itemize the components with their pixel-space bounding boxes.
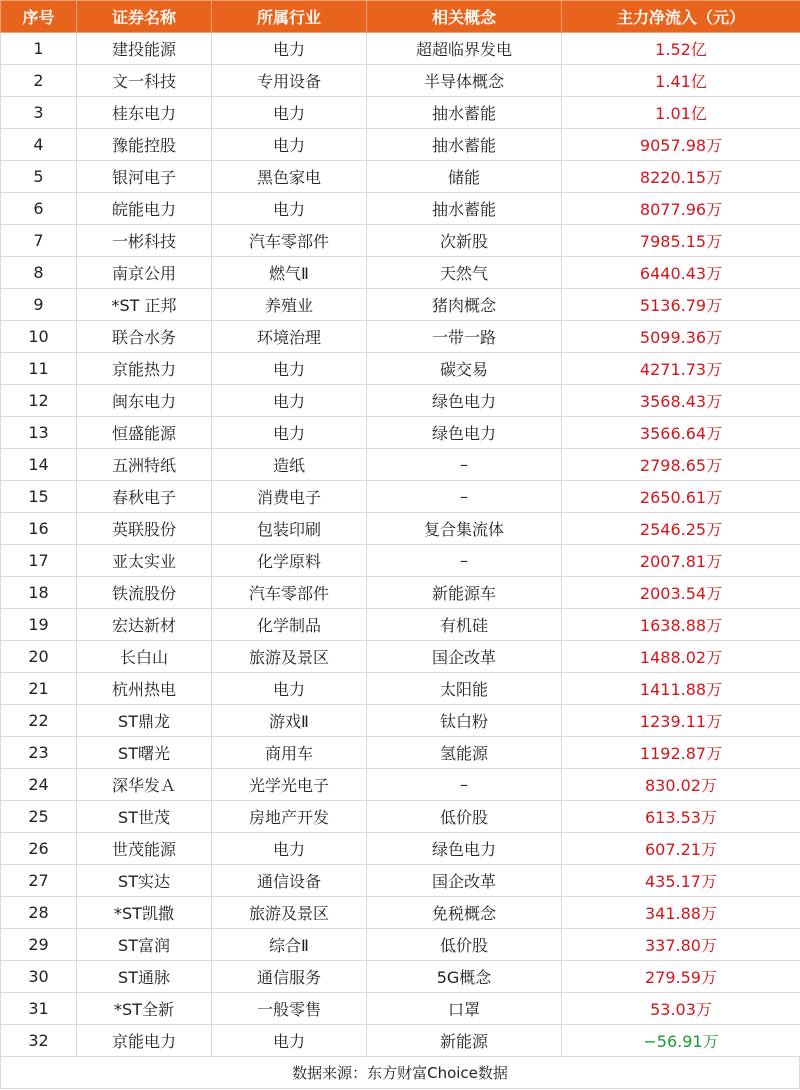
cell-concept: 有机硅 (367, 609, 562, 641)
cell-security-name: 世茂能源 (77, 833, 212, 865)
cell-rank: 14 (1, 449, 77, 481)
cell-concept: 低价股 (367, 801, 562, 833)
cell-industry: 综合Ⅱ (212, 929, 367, 961)
cell-concept: 绿色电力 (367, 417, 562, 449)
cell-security-name: ST世茂 (77, 801, 212, 833)
cell-concept: 复合集流体 (367, 513, 562, 545)
cell-rank: 19 (1, 609, 77, 641)
cell-security-name: 铁流股份 (77, 577, 212, 609)
cell-net-inflow: 435.17万 (562, 865, 800, 897)
cell-industry: 造纸 (212, 449, 367, 481)
cell-security-name: 亚太实业 (77, 545, 212, 577)
cell-rank: 32 (1, 1025, 77, 1057)
cell-industry: 化学制品 (212, 609, 367, 641)
cell-net-inflow: 8220.15万 (562, 161, 800, 193)
cell-concept: 新能源 (367, 1025, 562, 1057)
cell-rank: 15 (1, 481, 77, 513)
table-row (1, 673, 800, 705)
cell-security-name: 联合水务 (77, 321, 212, 353)
cell-security-name: 桂东电力 (77, 97, 212, 129)
cell-industry: 通信设备 (212, 865, 367, 897)
cell-concept: 国企改革 (367, 641, 562, 673)
header-rank: 序号 (1, 1, 77, 33)
cell-net-inflow: 5099.36万 (562, 321, 800, 353)
table-row (1, 97, 800, 129)
cell-rank: 6 (1, 193, 77, 225)
table-row (1, 577, 800, 609)
cell-security-name: 闽东电力 (77, 385, 212, 417)
cell-industry: 电力 (212, 97, 367, 129)
cell-rank: 12 (1, 385, 77, 417)
cell-industry: 电力 (212, 1025, 367, 1057)
cell-net-inflow: −56.91万 (562, 1025, 800, 1057)
cell-net-inflow: 7985.15万 (562, 225, 800, 257)
cell-security-name: ST实达 (77, 865, 212, 897)
cell-net-inflow: 3568.43万 (562, 385, 800, 417)
table-row (1, 193, 800, 225)
cell-security-name: 豫能控股 (77, 129, 212, 161)
cell-concept: 抽水蓄能 (367, 97, 562, 129)
cell-net-inflow: 53.03万 (562, 993, 800, 1025)
cell-industry: 消费电子 (212, 481, 367, 513)
table-row (1, 737, 800, 769)
cell-concept: 储能 (367, 161, 562, 193)
cell-rank: 9 (1, 289, 77, 321)
cell-concept: 超超临界发电 (367, 33, 562, 65)
cell-rank: 27 (1, 865, 77, 897)
cell-net-inflow: 3566.64万 (562, 417, 800, 449)
cell-security-name: 杭州热电 (77, 673, 212, 705)
table-row (1, 289, 800, 321)
cell-concept: 低价股 (367, 929, 562, 961)
cell-rank: 30 (1, 961, 77, 993)
cell-concept: 绿色电力 (367, 833, 562, 865)
cell-net-inflow: 1.41亿 (562, 65, 800, 97)
cell-industry: 电力 (212, 833, 367, 865)
cell-concept: 太阳能 (367, 673, 562, 705)
cell-rank: 28 (1, 897, 77, 929)
cell-net-inflow: 8077.96万 (562, 193, 800, 225)
cell-security-name: ST曙光 (77, 737, 212, 769)
table-header-row (1, 1, 800, 33)
table-row (1, 801, 800, 833)
cell-concept: 免税概念 (367, 897, 562, 929)
cell-net-inflow: 1411.88万 (562, 673, 800, 705)
cell-concept: 钛白粉 (367, 705, 562, 737)
cell-industry: 环境治理 (212, 321, 367, 353)
cell-rank: 4 (1, 129, 77, 161)
cell-rank: 13 (1, 417, 77, 449)
cell-industry: 电力 (212, 417, 367, 449)
cell-industry: 燃气Ⅱ (212, 257, 367, 289)
cell-security-name: 长白山 (77, 641, 212, 673)
table-body (1, 33, 800, 1057)
cell-industry: 游戏Ⅱ (212, 705, 367, 737)
cell-concept: 猪肉概念 (367, 289, 562, 321)
cell-net-inflow: 337.80万 (562, 929, 800, 961)
cell-concept: 绿色电力 (367, 385, 562, 417)
table-row (1, 225, 800, 257)
cell-security-name: 恒盛能源 (77, 417, 212, 449)
cell-security-name: 皖能电力 (77, 193, 212, 225)
table-row (1, 1025, 800, 1057)
table-row (1, 897, 800, 929)
cell-security-name: 银河电子 (77, 161, 212, 193)
cell-industry: 光学光电子 (212, 769, 367, 801)
cell-rank: 11 (1, 353, 77, 385)
cell-rank: 1 (1, 33, 77, 65)
cell-security-name: ST鼎龙 (77, 705, 212, 737)
cell-security-name: 五洲特纸 (77, 449, 212, 481)
table-row (1, 385, 800, 417)
cell-concept: – (367, 481, 562, 513)
cell-industry: 电力 (212, 353, 367, 385)
cell-security-name: ST通脉 (77, 961, 212, 993)
cell-security-name: 宏达新材 (77, 609, 212, 641)
cell-industry: 黑色家电 (212, 161, 367, 193)
cell-net-inflow: 2003.54万 (562, 577, 800, 609)
cell-net-inflow: 1239.11万 (562, 705, 800, 737)
cell-net-inflow: 2650.61万 (562, 481, 800, 513)
cell-rank: 24 (1, 769, 77, 801)
cell-industry: 通信服务 (212, 961, 367, 993)
cell-security-name: ST富润 (77, 929, 212, 961)
cell-rank: 22 (1, 705, 77, 737)
cell-industry: 养殖业 (212, 289, 367, 321)
cell-net-inflow: 1488.02万 (562, 641, 800, 673)
header-industry: 所属行业 (212, 1, 367, 33)
cell-net-inflow: 2546.25万 (562, 513, 800, 545)
cell-industry: 电力 (212, 129, 367, 161)
cell-security-name: 京能热力 (77, 353, 212, 385)
table-row (1, 321, 800, 353)
table-row (1, 33, 800, 65)
table-row (1, 257, 800, 289)
cell-security-name: 文一科技 (77, 65, 212, 97)
cell-net-inflow: 1638.88万 (562, 609, 800, 641)
cell-concept: – (367, 545, 562, 577)
cell-net-inflow: 2007.81万 (562, 545, 800, 577)
cell-rank: 23 (1, 737, 77, 769)
cell-security-name: 春秋电子 (77, 481, 212, 513)
cell-security-name: 建投能源 (77, 33, 212, 65)
cell-rank: 3 (1, 97, 77, 129)
cell-security-name: 京能电力 (77, 1025, 212, 1057)
table-row (1, 865, 800, 897)
cell-net-inflow: 9057.98万 (562, 129, 800, 161)
table-row (1, 961, 800, 993)
header-security-name: 证券名称 (77, 1, 212, 33)
cell-industry: 电力 (212, 33, 367, 65)
table-row (1, 641, 800, 673)
cell-concept: 抽水蓄能 (367, 129, 562, 161)
table-row (1, 993, 800, 1025)
data-source-note: 数据来源：东方财富Choice数据 (0, 1057, 800, 1089)
cell-net-inflow: 830.02万 (562, 769, 800, 801)
cell-industry: 化学原料 (212, 545, 367, 577)
cell-security-name: *ST凯撒 (77, 897, 212, 929)
cell-concept: 半导体概念 (367, 65, 562, 97)
cell-net-inflow: 279.59万 (562, 961, 800, 993)
table-row (1, 769, 800, 801)
cell-concept: 氢能源 (367, 737, 562, 769)
cell-security-name: 一彬科技 (77, 225, 212, 257)
cell-concept: 碳交易 (367, 353, 562, 385)
cell-industry: 旅游及景区 (212, 897, 367, 929)
table-row (1, 65, 800, 97)
table-row (1, 481, 800, 513)
table-row (1, 513, 800, 545)
cell-concept: 国企改革 (367, 865, 562, 897)
header-concept: 相关概念 (367, 1, 562, 33)
cell-industry: 包装印刷 (212, 513, 367, 545)
cell-rank: 29 (1, 929, 77, 961)
cell-concept: 5G概念 (367, 961, 562, 993)
cell-security-name: *ST 正邦 (77, 289, 212, 321)
cell-industry: 汽车零部件 (212, 577, 367, 609)
table-row (1, 705, 800, 737)
cell-rank: 20 (1, 641, 77, 673)
cell-rank: 10 (1, 321, 77, 353)
cell-industry: 电力 (212, 193, 367, 225)
cell-industry: 旅游及景区 (212, 641, 367, 673)
cell-concept: 抽水蓄能 (367, 193, 562, 225)
cell-security-name: 英联股份 (77, 513, 212, 545)
table-row (1, 609, 800, 641)
cell-net-inflow: 607.21万 (562, 833, 800, 865)
cell-industry: 一般零售 (212, 993, 367, 1025)
table-row (1, 129, 800, 161)
cell-rank: 5 (1, 161, 77, 193)
cell-concept: 一带一路 (367, 321, 562, 353)
table-row (1, 353, 800, 385)
cell-net-inflow: 4271.73万 (562, 353, 800, 385)
cell-industry: 商用车 (212, 737, 367, 769)
cell-security-name: 深华发Ａ (77, 769, 212, 801)
table-row (1, 449, 800, 481)
cell-net-inflow: 1192.87万 (562, 737, 800, 769)
cell-security-name: 南京公用 (77, 257, 212, 289)
cell-net-inflow: 341.88万 (562, 897, 800, 929)
cell-rank: 16 (1, 513, 77, 545)
cell-rank: 17 (1, 545, 77, 577)
cell-net-inflow: 1.52亿 (562, 33, 800, 65)
cell-concept: 口罩 (367, 993, 562, 1025)
cell-rank: 8 (1, 257, 77, 289)
cell-security-name: *ST全新 (77, 993, 212, 1025)
cell-net-inflow: 613.53万 (562, 801, 800, 833)
cell-rank: 7 (1, 225, 77, 257)
table-row (1, 545, 800, 577)
table-row (1, 929, 800, 961)
cell-concept: 新能源车 (367, 577, 562, 609)
cell-rank: 26 (1, 833, 77, 865)
cell-industry: 电力 (212, 673, 367, 705)
cell-concept: 次新股 (367, 225, 562, 257)
cell-rank: 2 (1, 65, 77, 97)
cell-net-inflow: 5136.79万 (562, 289, 800, 321)
cell-rank: 18 (1, 577, 77, 609)
cell-rank: 25 (1, 801, 77, 833)
cell-net-inflow: 1.01亿 (562, 97, 800, 129)
cell-industry: 专用设备 (212, 65, 367, 97)
cell-industry: 房地产开发 (212, 801, 367, 833)
table-row (1, 161, 800, 193)
cell-concept: – (367, 449, 562, 481)
cell-industry: 电力 (212, 385, 367, 417)
cell-industry: 汽车零部件 (212, 225, 367, 257)
cell-rank: 31 (1, 993, 77, 1025)
table-row (1, 417, 800, 449)
cell-concept: 天然气 (367, 257, 562, 289)
table-row (1, 833, 800, 865)
cell-net-inflow: 6440.43万 (562, 257, 800, 289)
cell-rank: 21 (1, 673, 77, 705)
header-net-inflow: 主力净流入（元） (562, 1, 800, 33)
cell-concept: – (367, 769, 562, 801)
cell-net-inflow: 2798.65万 (562, 449, 800, 481)
